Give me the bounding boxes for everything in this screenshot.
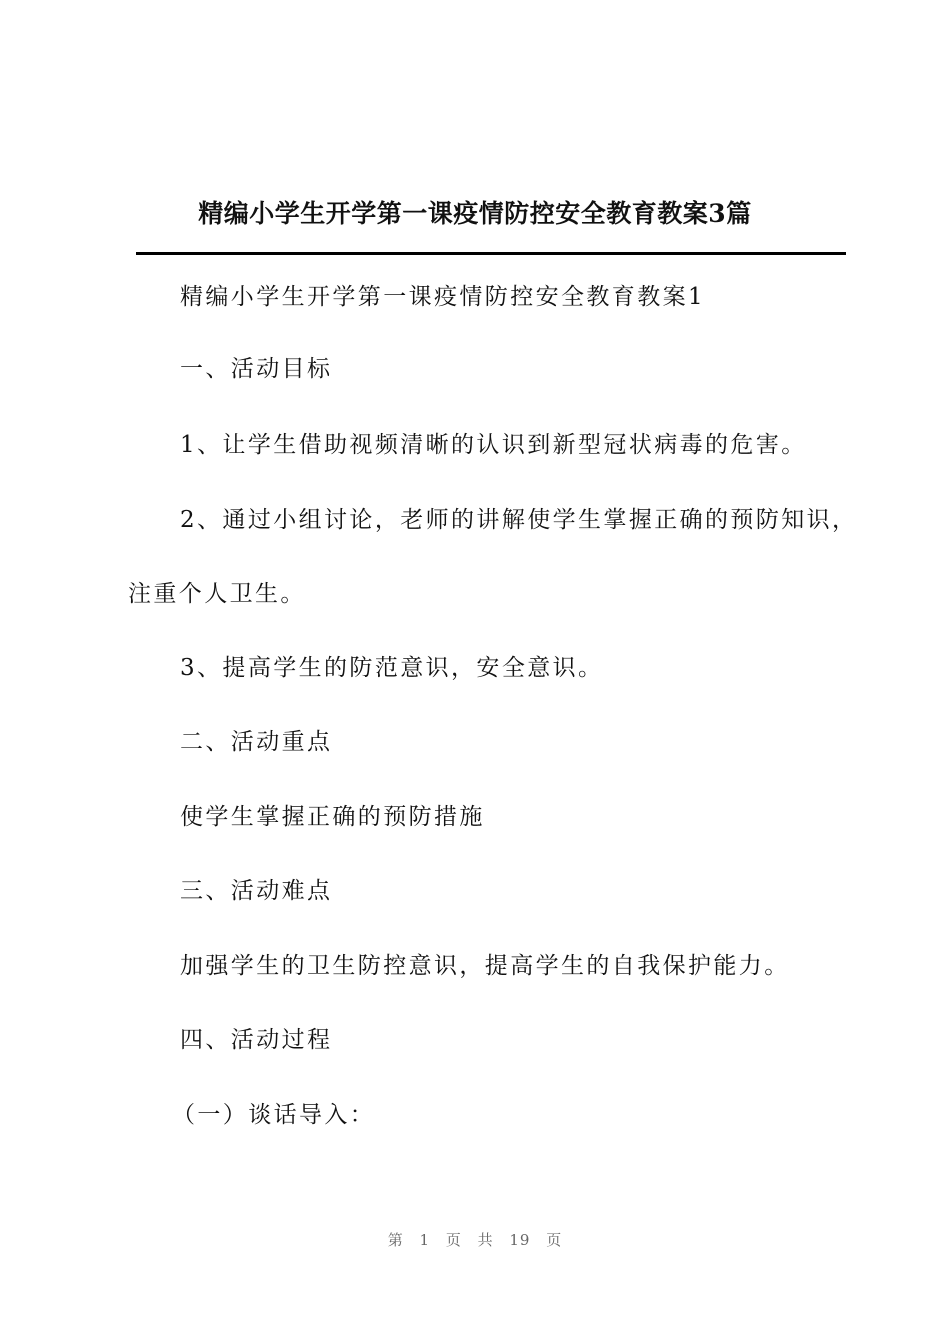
- title-underline: [136, 252, 846, 255]
- heading-activity-goals: 一、活动目标: [180, 356, 333, 382]
- page-number-footer: 第 1 页 共 19 页: [387, 1231, 563, 1249]
- heading-activity-focus: 二、活动重点: [180, 729, 333, 755]
- goal-item-3: 3、提高学生的防范意识，安全意识。: [180, 655, 604, 681]
- heading-activity-process: 四、活动过程: [180, 1027, 333, 1053]
- focus-text: 使学生掌握正确的预防措施: [180, 804, 485, 830]
- heading-activity-difficulty: 三、活动难点: [180, 878, 333, 904]
- goal-item-2-continued: 注重个人卫生。: [128, 581, 306, 607]
- goal-item-1: 1、让学生借助视频清晰的认识到新型冠状病毒的危害。: [180, 432, 807, 458]
- document-title: 精编小学生开学第一课疫情防控安全教育教案3篇: [198, 199, 752, 228]
- section-heading-lesson-1: 精编小学生开学第一课疫情防控安全教育教案1: [180, 284, 706, 310]
- difficulty-text: 加强学生的卫生防控意识，提高学生的自我保护能力。: [180, 953, 790, 979]
- subheading-introduction: （一）谈话导入：: [172, 1102, 376, 1128]
- goal-item-2: 2、通过小组讨论，老师的讲解使学生掌握正确的预防知识，: [180, 507, 858, 533]
